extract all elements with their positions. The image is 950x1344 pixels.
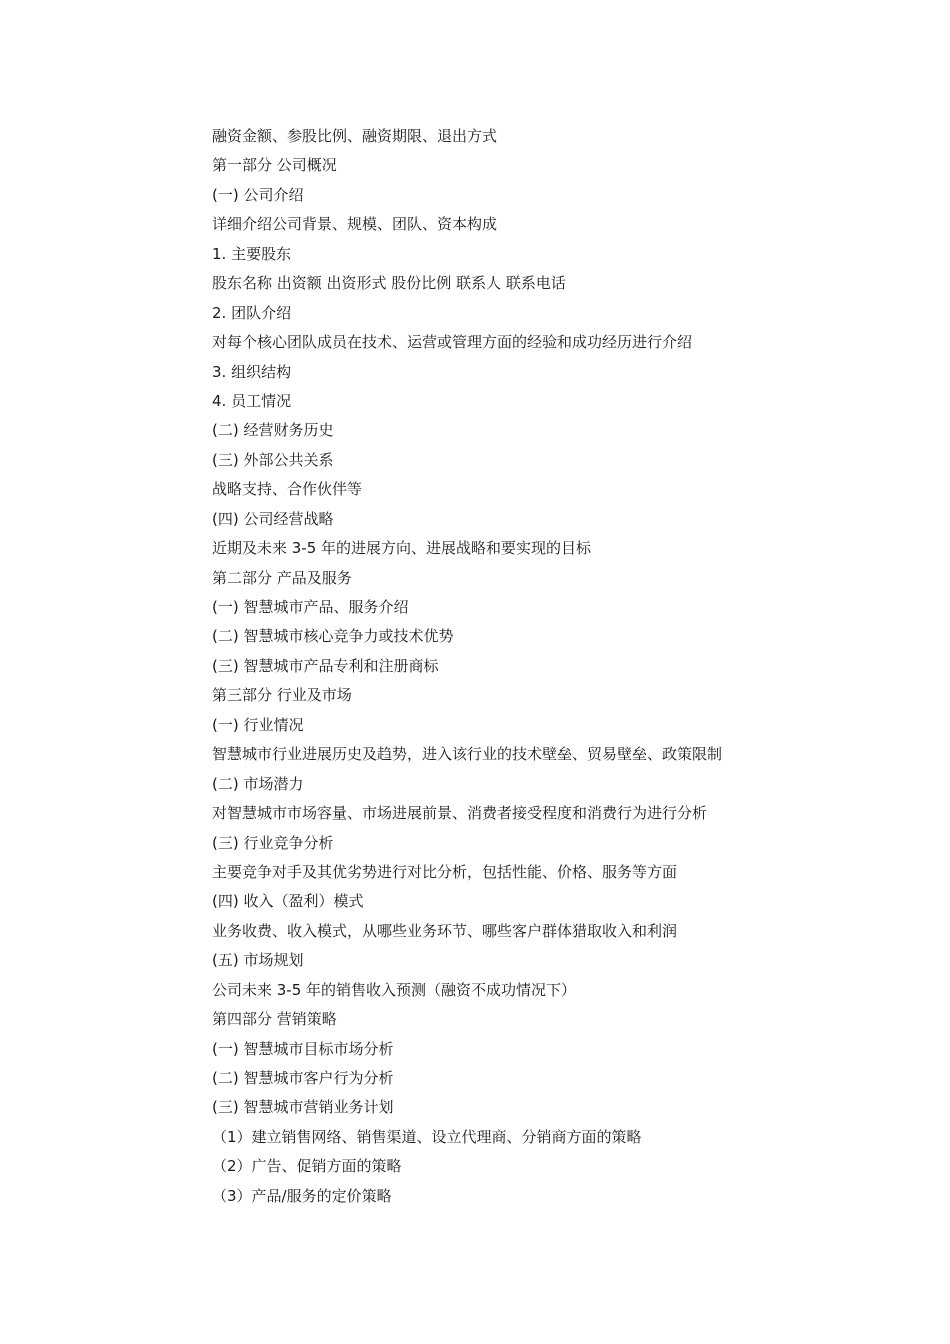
section-heading-part-1: 第一部分 公司概况 bbox=[212, 156, 337, 175]
item-main-shareholders: 1. 主要股东 bbox=[212, 244, 292, 263]
text-line: 近期及未来 3-5 年的进展方向、进展战略和要实现的目标 bbox=[212, 539, 592, 558]
subheading-products: (一) 智慧城市产品、服务介绍 bbox=[212, 598, 409, 616]
section-heading-part-4: 第四部分 营销策略 bbox=[212, 1010, 337, 1029]
text-line: 公司未来 3-5 年的销售收入预测（融资不成功情况下） bbox=[212, 980, 577, 999]
subheading-company-intro: (一) 公司介绍 bbox=[212, 185, 304, 204]
text-line: 主要竞争对手及其优劣势进行对比分析，包括性能、价格、服务等方面 bbox=[212, 862, 678, 881]
text-line: 战略支持、合作伙伴等 bbox=[212, 480, 363, 499]
subheading-customer-behavior: (二) 智慧城市客户行为分析 bbox=[212, 1069, 394, 1087]
subheading-industry: (一) 行业情况 bbox=[212, 715, 304, 734]
subheading-market-potential: (二) 市场潜力 bbox=[212, 774, 304, 793]
subheading-market-plan: (五) 市场规划 bbox=[212, 951, 304, 970]
list-item: （2）广告、促销方面的策略 bbox=[212, 1157, 402, 1176]
list-item: （3）产品/服务的定价策略 bbox=[212, 1186, 392, 1205]
text-line: 股东名称 出资额 出资形式 股份比例 联系人 联系电话 bbox=[212, 274, 566, 293]
subheading-revenue-model: (四) 收入（盈利）模式 bbox=[212, 892, 364, 911]
text-line: 对智慧城市市场容量、市场进展前景、消费者接受程度和消费行为进行分析 bbox=[212, 804, 708, 823]
item-team-intro: 2. 团队介绍 bbox=[212, 303, 292, 322]
text-line: 智慧城市行业进展历史及趋势，进入该行业的技术壁垒、贸易壁垒、政策限制 bbox=[212, 745, 723, 764]
text-line: 业务收费、收入模式，从哪些业务环节、哪些客户群体猎取收入和利润 bbox=[212, 921, 678, 940]
subheading-target-market: (一) 智慧城市目标市场分析 bbox=[212, 1039, 394, 1058]
list-item: （1）建立销售网络、销售渠道、设立代理商、分销商方面的策略 bbox=[212, 1127, 642, 1146]
text-line: 详细介绍公司背景、规模、团队、资本构成 bbox=[212, 215, 498, 234]
item-staff: 4. 员工情况 bbox=[212, 391, 292, 410]
item-org-structure: 3. 组织结构 bbox=[212, 362, 292, 381]
subheading-core-competence: (二) 智慧城市核心竞争力或技术优势 bbox=[212, 627, 454, 646]
text-line-financing-terms: 融资金额、参股比例、融资期限、退出方式 bbox=[212, 127, 498, 145]
subheading-financial-history: (二) 经营财务历史 bbox=[212, 421, 334, 440]
section-heading-part-3: 第三部分 行业及市场 bbox=[212, 686, 352, 705]
text-line: 对每个核心团队成员在技术、运营或管理方面的经验和成功经历进行介绍 bbox=[212, 333, 693, 352]
subheading-public-relations: (三) 外部公共关系 bbox=[212, 450, 334, 469]
subheading-competition: (三) 行业竞争分析 bbox=[212, 833, 334, 852]
subheading-patents: (三) 智慧城市产品专利和注册商标 bbox=[212, 656, 439, 675]
subheading-marketing-plan: (三) 智慧城市营销业务计划 bbox=[212, 1098, 394, 1117]
section-heading-part-2: 第二部分 产品及服务 bbox=[212, 568, 352, 587]
subheading-business-strategy: (四) 公司经营战略 bbox=[212, 509, 334, 528]
document-body bbox=[212, 122, 832, 1211]
